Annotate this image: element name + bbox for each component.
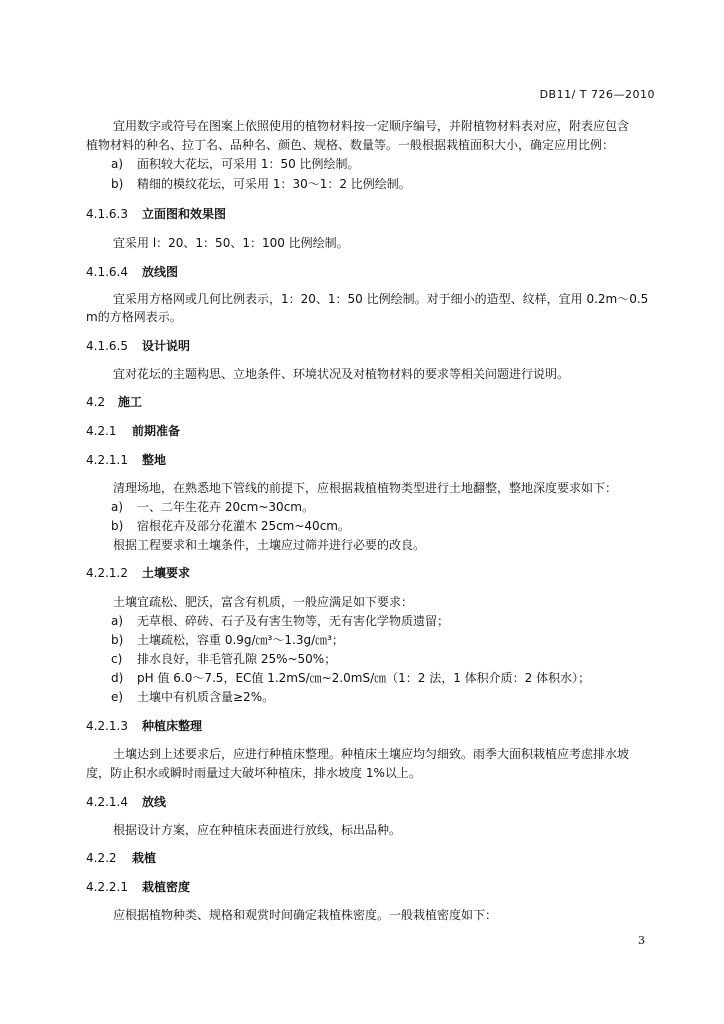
paragraph-line: 根据设计方案，应在种植床表面进行放线，标出品种。 [113, 823, 402, 837]
section-number: 4.2.1.2 [86, 566, 128, 580]
section-heading [86, 338, 190, 354]
list-item-text: 土壤中有机质含量≥2%。 [137, 690, 275, 704]
section-title: 放线 [142, 795, 167, 809]
section-heading [86, 394, 142, 410]
list-item-text: 一、二年生花卉 20cm~30cm。 [137, 500, 314, 514]
section-title: 整地 [142, 453, 167, 467]
section-heading [86, 423, 180, 439]
section-number: 4.2.2.1 [86, 880, 128, 894]
list-marker: e) [111, 690, 124, 704]
list-marker: a) [111, 500, 124, 514]
list-item [111, 651, 336, 667]
section-number: 4.2.2 [86, 851, 117, 865]
paragraph-line: 宜用数字或符号在图案上依照使用的植物材料按一定顺序编号，并附植物材料表对应，附表应包含 [113, 119, 630, 133]
section-heading [86, 452, 166, 468]
section-number: 4.2.1.4 [86, 795, 128, 809]
list-item [111, 176, 411, 192]
paragraph-line: 根据工程要求和土壤条件，土壤应过筛并进行必要的改良。 [113, 538, 426, 552]
section-heading [86, 879, 190, 895]
paragraph-line: 宜对花坛的主题构思、立地条件、环境状况及对植物材料的要求等相关问题进行说明。 [113, 367, 570, 381]
section-number: 4.1.6.3 [86, 207, 128, 221]
list-marker: a) [111, 614, 124, 628]
list-item-text: 宿根花卉及部分花灌木 25cm~40cm。 [137, 519, 350, 533]
section-number: 4.2.1.3 [86, 719, 128, 733]
list-item [111, 632, 344, 648]
section-title: 前期准备 [132, 424, 181, 438]
section-number: 4.1.6.4 [86, 265, 128, 279]
section-title: 栽植密度 [142, 880, 191, 894]
section-heading [86, 794, 166, 810]
list-item [111, 670, 590, 686]
list-item-text: 面积较大花坛，可采用 1：50 比例绘制。 [137, 157, 360, 171]
list-marker: c) [111, 652, 123, 666]
list-marker: b) [111, 633, 124, 647]
list-item-text: 排水良好，非毛管孔隙 25%~50%； [137, 652, 337, 666]
section-title: 土壤要求 [142, 566, 191, 580]
section-title: 栽植 [132, 851, 157, 865]
paragraph-line: 清理场地，在熟悉地下管线的前提下，应根据栽植植物类型进行土地翻整，整地深度要求如下： [113, 481, 618, 495]
section-number: 4.1.6.5 [86, 339, 128, 353]
paragraph-line: 度，防止积水或瞬时雨量过大破坏种植床，排水坡度 1%以上。 [86, 766, 421, 780]
list-item-text: 无草根、碎砖、石子及有害生物等，无有害化学物质遗留； [137, 614, 450, 628]
paragraph-line: 土壤达到上述要求后，应进行种植床整理。种植床土壤应均匀细致。雨季大面积栽植应考虑排水坡 [113, 747, 630, 761]
list-item [111, 156, 360, 172]
list-item [111, 518, 350, 534]
section-heading [86, 850, 156, 866]
section-heading [86, 206, 226, 222]
list-marker: d) [111, 671, 124, 685]
section-number: 4.2 [86, 395, 106, 409]
section-title: 施工 [118, 395, 143, 409]
list-marker: a) [111, 157, 124, 171]
paragraph-line: 宜采用 l：20、1：50、1：100 比例绘制。 [113, 236, 349, 250]
section-number: 4.2.1 [86, 424, 117, 438]
list-marker: b) [111, 519, 124, 533]
section-title: 放线图 [142, 265, 179, 279]
paragraph-line: 植物材料的种名、拉丁名、品种名、颜色、规格、数量等。一般根据栽植面积大小，确定应用比例： [86, 138, 615, 152]
section-number: 4.2.1.1 [86, 453, 128, 467]
list-item [111, 689, 274, 705]
list-item-text: 土壤疏松，容重 0.9g/㎝³～1.3g/㎝³； [137, 633, 344, 647]
list-item-text: pH 值 6.0～7.5，EC值 1.2mS/㎝~2.0mS/㎝（1：2 法，1 体积介质：2 体积水）； [137, 671, 591, 685]
list-marker: b) [111, 177, 124, 191]
section-title: 设计说明 [142, 339, 191, 353]
list-item [111, 613, 449, 629]
document-id: DB11/ T 726—2010 [539, 88, 655, 101]
section-title: 种植床整理 [142, 719, 203, 733]
section-heading [86, 264, 178, 280]
list-item [111, 499, 314, 515]
section-heading [86, 565, 190, 581]
paragraph-line: 宜采用方格网或几何比例表示，1：20、1：50 比例绘制。对于细小的造型、纹样，宜用 0.2m～0.5 [113, 292, 649, 306]
section-heading [86, 718, 202, 734]
paragraph-line: m的方格网表示。 [86, 310, 182, 324]
section-title: 立面图和效果图 [142, 207, 227, 221]
list-item-text: 精细的模纹花坛，可采用 1：30～1：2 比例绘制。 [137, 177, 411, 191]
paragraph-line: 应根据植物种类、规格和观赏时间确定栽植株密度。一般栽植密度如下： [113, 908, 498, 922]
page-number: 3 [638, 934, 645, 947]
paragraph-line: 土壤宜疏松、肥沃，富含有机质，一般应满足如下要求： [113, 595, 414, 609]
